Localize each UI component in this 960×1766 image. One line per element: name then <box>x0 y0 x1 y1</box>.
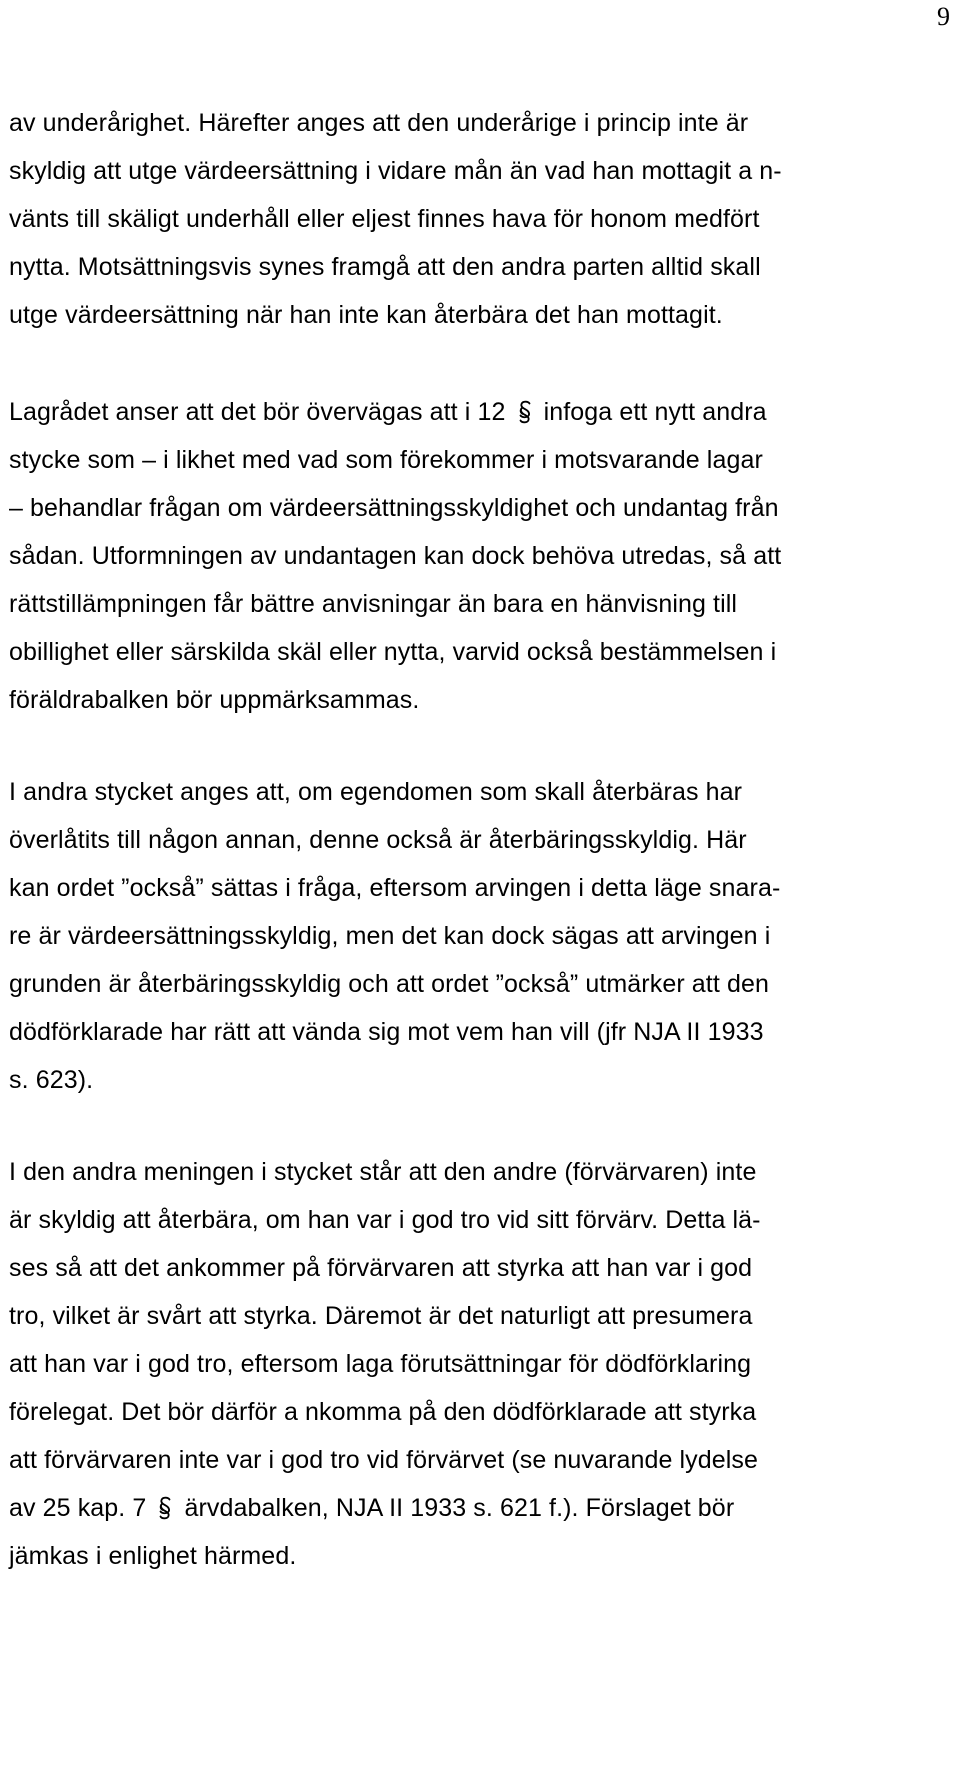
text-line: s. 623). <box>9 1066 94 1094</box>
text-line: av underårighet. Härefter anges att den underårige i princip inte är <box>9 109 749 137</box>
text-line: re är värdeersättningsskyldig, men det kan dock sägas att arvingen i <box>9 922 771 950</box>
text-line: dödförklarade har rätt att vända sig mot vem han vill (jfr NJA II 1933 <box>9 1018 764 1046</box>
text-segment: infoga ett nytt andra <box>543 398 767 426</box>
text-line: kan ordet ”också” sättas i fråga, eftersom arvingen i detta läge snara- <box>9 874 781 902</box>
text-line: sådan. Utformningen av undantagen kan dock behöva utredas, så att <box>9 542 782 570</box>
text-line <box>9 397 767 427</box>
text-line: grunden är återbäringsskyldig och att ordet ”också” utmärker att den <box>9 970 769 998</box>
text-line: I den andra meningen i stycket står att den andre (förvärvaren) inte <box>9 1158 757 1186</box>
text-segment: av 25 kap. 7 <box>9 1494 147 1522</box>
text-line: utge värdeersättning när han inte kan återbära det han mottagit. <box>9 301 723 329</box>
text-line: skyldig att utge värdeersättning i vidare mån än vad han mottagit a n- <box>9 157 782 185</box>
text-line <box>9 1493 734 1523</box>
text-line: rättstillämpningen får bättre anvisningar än bara en hänvisning till <box>9 590 738 618</box>
text-line: stycke som – i likhet med vad som förekommer i motsvarande lagar <box>9 446 763 474</box>
text-line: I andra stycket anges att, om egendomen som skall återbäras har <box>9 778 743 806</box>
section-sign-icon <box>517 399 533 425</box>
text-line: föräldrabalken bör uppmärksammas. <box>9 686 420 714</box>
text-line: – behandlar frågan om värdeersättningsskyldighet och undantag från <box>9 494 779 522</box>
text-line: att förvärvaren inte var i god tro vid förvärvet (se nuvarande lydelse <box>9 1446 759 1474</box>
text-line: överlåtits till någon annan, denne också är återbäringsskyldig. Här <box>9 826 747 854</box>
text-line: att han var i god tro, eftersom laga förutsättningar för dödförklaring <box>9 1350 752 1378</box>
text-line: vänts till skäligt underhåll eller eljest finnes hava för honom medfört <box>9 205 760 233</box>
text-line: nytta. Motsättningsvis synes framgå att den andra parten alltid skall <box>9 253 761 281</box>
page-number: 9 <box>937 2 950 31</box>
text-line: tro, vilket är svårt att styrka. Däremot är det naturligt att presumera <box>9 1302 753 1330</box>
text-segment: Lagrådet anser att det bör övervägas att i 12 <box>9 398 506 426</box>
section-sign-icon <box>157 1495 173 1521</box>
text-line: är skyldig att återbära, om han var i god tro vid sitt förvärv. Detta lä- <box>9 1206 761 1234</box>
text-segment: ärvdabalken, NJA II 1933 s. 621 f.). Förslaget bör <box>184 1494 735 1522</box>
text-line: jämkas i enlighet härmed. <box>9 1542 297 1570</box>
text-line: obillighet eller särskilda skäl eller nytta, varvid också bestämmelsen i <box>9 638 777 666</box>
text-line: ses så att det ankommer på förvärvaren att styrka att han var i god <box>9 1254 753 1282</box>
text-line: förelegat. Det bör därför a nkomma på den dödförklarade att styrka <box>9 1398 757 1426</box>
